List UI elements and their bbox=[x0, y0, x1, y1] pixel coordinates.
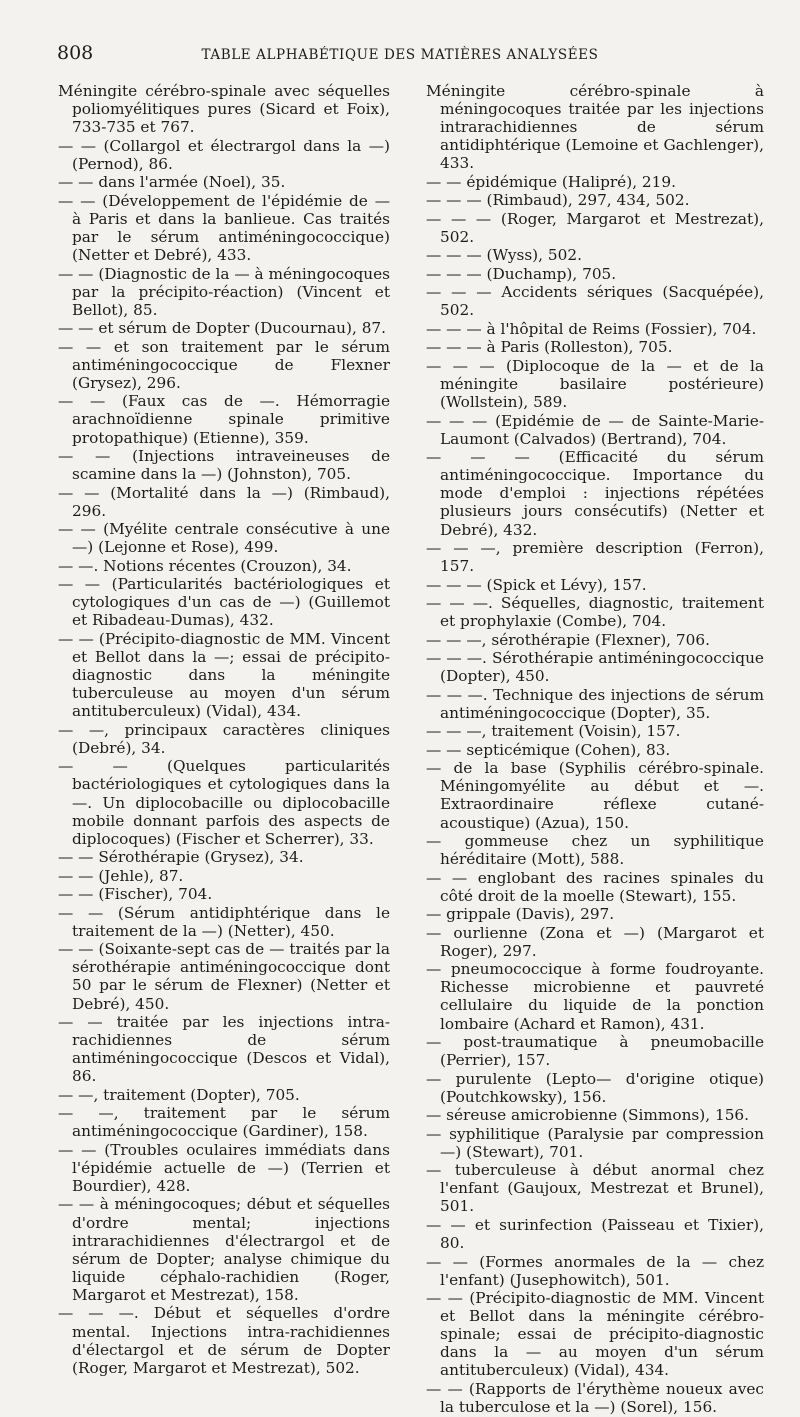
index-entry: — pneumococcique à forme foudroyante. Richesse microbienne et pauvreté cellulaire du liquide de la ponction lombaire (Achard et Ramon), 431. bbox=[426, 960, 764, 1033]
index-entry: — — —, sérothérapie (Flexner), 706. bbox=[426, 630, 710, 649]
index-entry: — —. Notions récentes (Crouzon), 34. bbox=[58, 556, 352, 575]
index-entry: — — — (Roger, Margarot et Mestrezat), 502. bbox=[426, 209, 764, 246]
index-entry: — — (Collargol et électrargol dans la —) (Pernod), 86. bbox=[58, 136, 390, 173]
index-entry: — syphilitique (Paralysie par compression —) (Stewart), 701. bbox=[426, 1124, 764, 1161]
index-entry: — — à méningocoques; début et séquelles d'ordre mental; injections intrarachidiennes d'électrargol et de sérum de Dopter; analyse chimique du liquide céphalo-rachidien (Roger, Margarot et Mestrezat), 158. bbox=[58, 1195, 390, 1304]
index-entry: — — (Formes anormales de la — chez l'enfant) (Jusephowitch), 501. bbox=[426, 1252, 764, 1289]
index-entry: — — (Jehle), 87. bbox=[58, 866, 184, 885]
page-number: 808 bbox=[57, 42, 94, 64]
index-entry: — gommeuse chez un syphilitique héréditaire (Mott), 588. bbox=[426, 832, 764, 869]
index-entry: — — — (Efficacité du sérum antiméningococcique. Importance du mode d'emploi : injections répétées plusieurs jours consécutifs) (Netter et Debré), 432. bbox=[426, 448, 764, 539]
index-entry: — — (Développement de l'épidémie de — à Paris et dans la banlieue. Cas traités par le sérum antiméningococcique) (Netter et Debré), 433. bbox=[58, 191, 390, 265]
running-title: TABLE ALPHABÉTIQUE DES MATIÈRES ANALYSÉES bbox=[201, 47, 599, 63]
index-entry: — — (Faux cas de —. Hémorragie arachnoïdienne spinale primitive protopathique) (Etienne), 359. bbox=[58, 392, 390, 447]
index-entry: — — épidémique (Halipré), 219. bbox=[426, 172, 676, 191]
index-entry: — — —. Séquelles, diagnostic, traitement et prophylaxie (Combe), 704. bbox=[426, 594, 764, 631]
index-entry: — — —. Début et séquelles d'ordre mental. Injections intra-rachidiennes d'électargol et de sérum de Dopter (Roger, Margarot et Mestrezat), 502. bbox=[58, 1304, 390, 1377]
index-entry: Méningite cérébro-spinale à méningocoques traitée par les injections intrarachidiennes de sérum antidiphtérique (Lemoine et Gachlenger), 433. bbox=[426, 82, 764, 173]
index-entry: — — (Soixante-sept cas de — traités par la sérothérapie antiméningococcique dont 50 par le sérum de Flexner) (Netter et Debré), 450. bbox=[58, 940, 390, 1013]
left-column bbox=[58, 82, 390, 1377]
index-entry: — — (Sérum antidiphtérique dans le traitement de la —) (Netter), 450. bbox=[58, 903, 390, 940]
index-entry: — — — (Wyss), 502. bbox=[426, 246, 582, 265]
index-entry: — de la base (Syphilis cérébro-spinale. Méningomyélite au début et —. Extraordinaire réflexe cutané-acoustique) (Azua), 150. bbox=[426, 759, 764, 832]
index-entry: — — (Précipito-diagnostic de MM. Vincent et Bellot dans la méningite cérébro-spinale; essai de précipito-diagnostic dans la — au moyen d'un sérum antituberculeux) (Vidal), 434. bbox=[426, 1289, 764, 1380]
index-entry: — — (Troubles oculaires immédiats dans l'épidémie actuelle de —) (Terrien et Bourdier), 428. bbox=[58, 1140, 390, 1195]
index-entry: — — (Particularités bactériologiques et cytologiques d'un cas de —) (Guillemot et Ribadeau-Dumas), 432. bbox=[58, 575, 390, 630]
index-entry: — —, principaux caractères cliniques (Debré), 34. bbox=[58, 720, 390, 757]
index-entry: — — septicémique (Cohen), 83. bbox=[426, 740, 671, 759]
index-entry: — — — (Epidémie de — de Sainte-Marie-Laumont (Calvados) (Bertrand), 704. bbox=[426, 411, 764, 448]
index-entry: — grippale (Davis), 297. bbox=[426, 905, 615, 924]
index-entry: — tuberculeuse à début anormal chez l'enfant (Gaujoux, Mestrezat et Brunel), 501. bbox=[426, 1161, 764, 1216]
index-entry: — — et sérum de Dopter (Ducournau), 87. bbox=[58, 319, 387, 338]
index-entry: — séreuse amicrobienne (Simmons), 156. bbox=[426, 1106, 750, 1125]
index-entry: — — (Rapports de l'érythème noueux avec la tuberculose et la —) (Sorel), 156. bbox=[426, 1379, 764, 1417]
index-entry: Méningite cérébro-spinale avec séquelles poliomyélitiques pures (Sicard et Foix), 733-735 et 767. bbox=[58, 82, 390, 137]
index-entry: — — (Diagnostic de la — à méningocoques par la précipito-réaction) (Vincent et Bellot), 85. bbox=[58, 264, 390, 319]
index-entry: — — — à Paris (Rolleston), 705. bbox=[426, 338, 673, 357]
index-entry: — — — (Diplocoque de la — et de la méningite basilaire postérieure) (Wollstein), 589. bbox=[426, 356, 764, 412]
index-entry: — — — (Spick et Lévy), 157. bbox=[426, 575, 647, 594]
index-entry: — — (Fischer), 704. bbox=[58, 885, 213, 904]
index-entry: — —, traitement (Dopter), 705. bbox=[58, 1085, 300, 1104]
page-header bbox=[0, 36, 800, 66]
index-entry: — — dans l'armée (Noel), 35. bbox=[58, 173, 286, 192]
index-entry: — — — à l'hôpital de Reims (Fossier), 704. bbox=[426, 319, 757, 338]
index-entry: — — Sérothérapie (Grysez), 34. bbox=[58, 848, 304, 867]
index-entry: — purulente (Lepto— d'origine otique) (Poutchkowsky), 156. bbox=[426, 1069, 764, 1106]
index-entry: — — englobant des racines spinales du côté droit de la moelle (Stewart), 155. bbox=[426, 868, 764, 905]
index-entry: — — — Accidents sériques (Sacquépée), 502. bbox=[426, 283, 764, 320]
index-entry: — — —. Technique des injections de sérum antiméningococcique (Dopter), 35. bbox=[426, 685, 764, 722]
index-entry: — post-traumatique à pneumobacille (Perrier), 157. bbox=[426, 1033, 764, 1070]
index-entry: — — (Quelques particularités bactériologiques et cytologiques dans la —. Un diplocobacille ou diplocobacille mobile donnant parfois des aspects de diplocoques) (Fischer et Scherrer), 33. bbox=[58, 757, 390, 848]
index-entry: — — — (Rimbaud), 297, 434, 502. bbox=[426, 191, 690, 210]
index-entry: — — —, première description (Ferron), 157. bbox=[426, 539, 764, 576]
index-entry: — — (Mortalité dans la —) (Rimbaud), 296. bbox=[58, 483, 390, 520]
index-entry: — ourlienne (Zona et —) (Margarot et Roger), 297. bbox=[426, 923, 764, 960]
index-entry: — — traitée par les injections intra-rachidiennes de sérum antiméningococcique (Descos et Vidal), 86. bbox=[58, 1012, 390, 1086]
index-entry: — — (Injections intraveineuses de scamine dans la —) (Johnston), 705. bbox=[58, 447, 390, 484]
index-entry: — — et surinfection (Paisseau et Tixier), 80. bbox=[426, 1215, 764, 1253]
index-entry: — — — (Duchamp), 705. bbox=[426, 264, 617, 283]
index-entry: — — —, traitement (Voisin), 157. bbox=[426, 722, 681, 741]
index-entry: — — (Myélite centrale consécutive à une —) (Lejonne et Rose), 499. bbox=[58, 520, 390, 557]
index-entry: — —, traitement par le sérum antiméningococcique (Gardiner), 158. bbox=[58, 1104, 390, 1141]
index-entry: — — et son traitement par le sérum antiméningococcique de Flexner (Grysez), 296. bbox=[58, 337, 390, 392]
index-entry: — — (Précipito-diagnostic de MM. Vincent et Bellot dans la —; essai de précipito-diagnostic dans la méningite tuberculeuse au moyen d'un sérum antituberculeux) (Vidal), 434. bbox=[58, 629, 390, 721]
index-entry: — — —. Sérothérapie antiméningococcique (Dopter), 450. bbox=[426, 649, 764, 686]
right-column bbox=[426, 82, 764, 1417]
